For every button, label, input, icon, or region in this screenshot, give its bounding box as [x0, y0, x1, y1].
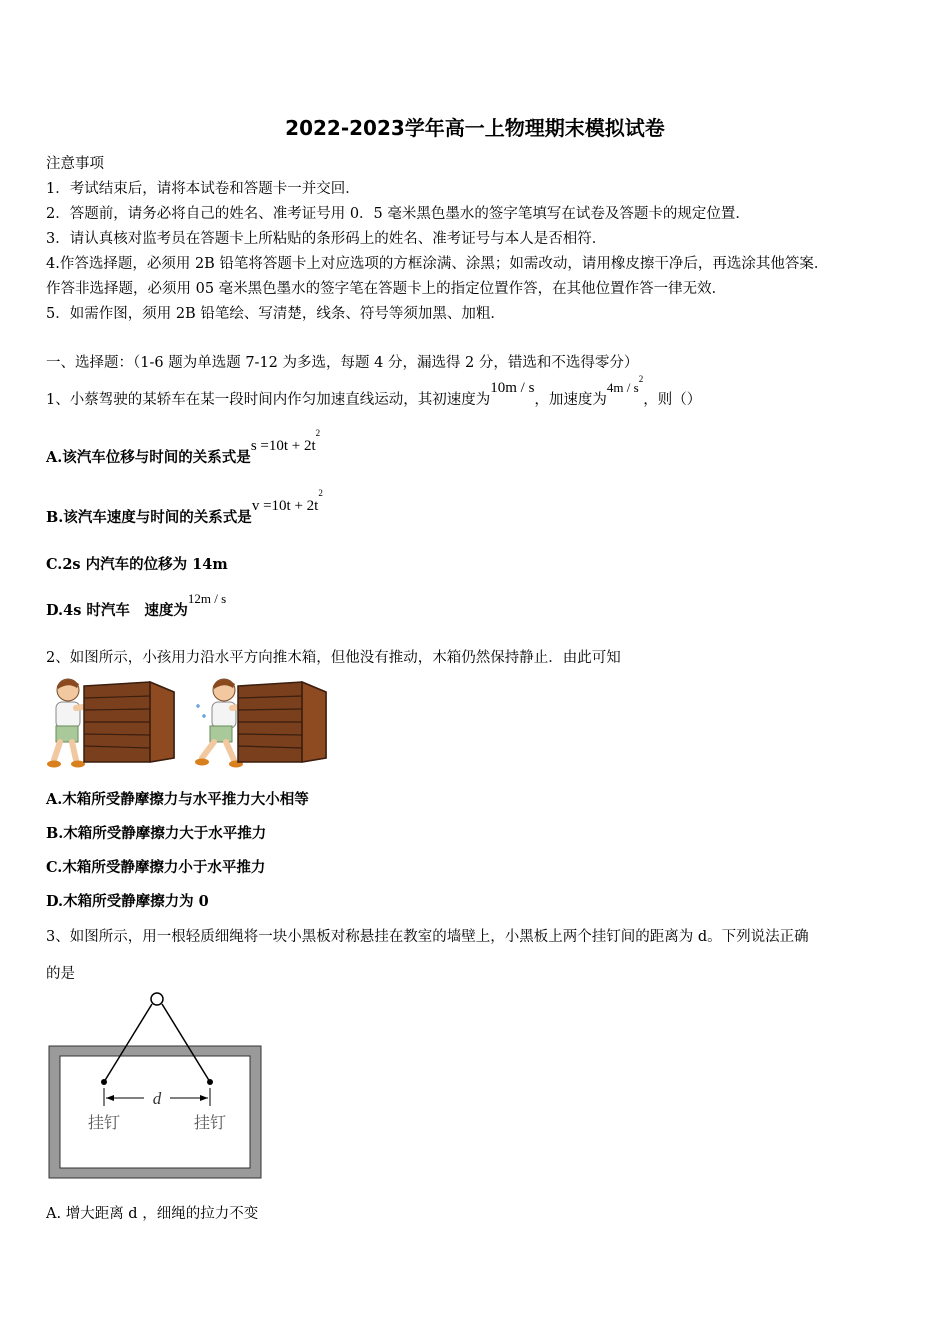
notice-item: 2．答题前，请务必将自己的姓名、准考证号用 0．5 毫米黑色墨水的签字笔填写在试卷及答题卡的规定位置． [46, 206, 750, 222]
q1-option-b-text: B.该汽车速度与时间的关系式是 [46, 509, 252, 526]
notice-item: 1．考试结束后，请将本试卷和答题卡一并交回． [46, 181, 360, 197]
notice-item: 3．请认真核对监考员在答题卡上所粘贴的条形码上的姓名、准考证号与本人是否相符． [46, 231, 607, 247]
blackboard-inner-panel [60, 1056, 250, 1168]
notice-heading: 注意事项 [46, 156, 104, 172]
q1-acceleration-exponent: 2 [638, 374, 644, 385]
q1-initial-velocity: 10m / s [490, 380, 535, 396]
question-2-stem: 2、如图所示，小孩用力沿水平方向推木箱，但他没有推动，木箱仍然保持静止．由此可知 [46, 650, 621, 666]
crate-icon [238, 682, 326, 762]
q1-option-a-exponent: 2 [315, 428, 321, 439]
q1-stem-b: ，加速度为 [534, 392, 607, 408]
notice-item: 4.作答选择题，必须用 2B 铅笔将答题卡上对应选项的方框涂满、涂黑；如需改动，请用橡皮擦干净后，再选涂其他答案． [46, 256, 829, 272]
q1-option-d [46, 591, 227, 620]
q1-option-b-exponent: 2 [318, 488, 323, 499]
boy-pushing-crate-scene-1 [47, 679, 174, 768]
q1-option-b-formula: v =10t + 2t [251, 498, 319, 514]
crate-icon [84, 682, 174, 762]
notice-item: 5．如需作图，须用 2B 铅笔绘、写清楚，线条、符号等须加黑、加粗． [46, 306, 505, 322]
q1-acceleration: 4m / s [606, 380, 639, 395]
q1-stem-c: ，则（） [643, 392, 702, 408]
section-heading: 一、选择题：（1-6 题为单选题 7-12 为多选，每题 4 分，漏选得 2 分，错选和不选得零分） [46, 355, 639, 371]
boy-icon [195, 679, 244, 768]
question-1-stem [46, 374, 702, 409]
sweat-drops-icon [196, 704, 206, 718]
q1-option-a-text: A.该汽车位移与时间的关系式是 [46, 449, 251, 466]
question-3-stem-line-1: 3、如图所示，用一根轻质细绳将一块小黑板对称悬挂在教室的墙壁上，小黑板上两个挂钉间的距离为 d。下列说法正确 [46, 929, 809, 945]
left-nail-label: 挂钉 [87, 1113, 121, 1132]
q2-option-b: B.木箱所受静摩擦力大于水平推力 [46, 825, 267, 842]
left-nail-dot [101, 1079, 107, 1085]
boy-pushing-crate-figure [46, 676, 336, 770]
q3-option-a: A. 增大距离 d ，细绳的拉力不变 [46, 1206, 259, 1222]
boy-pushing-crate-scene-2 [195, 679, 326, 768]
right-nail-label: 挂钉 [193, 1113, 227, 1132]
q2-option-c: C.木箱所受静摩擦力小于水平推力 [46, 859, 266, 876]
q1-option-c: C.2s 内汽车的位移为 14m [46, 556, 228, 573]
q1-stem-a: 1、小蔡驾驶的某轿车在某一段时间内作匀加速直线运动，其初速度为 [46, 392, 491, 408]
q1-option-b [46, 488, 323, 527]
page-title: 2022-2023学年高一上物理期末模拟试卷 [285, 116, 665, 140]
notice-item: 作答非选择题，必须用 05 毫米黑色墨水的签字笔在答题卡上的指定位置作答，在其他位置作答一律无效． [46, 281, 727, 297]
distance-label: d [152, 1089, 162, 1108]
q1-option-d-text: D.4s 时汽车 速度为 [46, 602, 188, 619]
q1-option-a [46, 428, 321, 467]
q2-option-d: D.木箱所受静摩擦力为 0 [46, 893, 209, 910]
q2-option-a: A.木箱所受静摩擦力与水平推力大小相等 [46, 791, 309, 808]
q1-option-d-value: 12m / s [187, 591, 227, 606]
hanging-nail-icon [151, 993, 163, 1005]
question-3-stem-line-2: 的是 [46, 966, 75, 982]
blackboard-hanging-figure [46, 988, 268, 1184]
q1-option-a-formula: s =10t + 2t [250, 438, 316, 454]
right-nail-dot [207, 1079, 213, 1085]
